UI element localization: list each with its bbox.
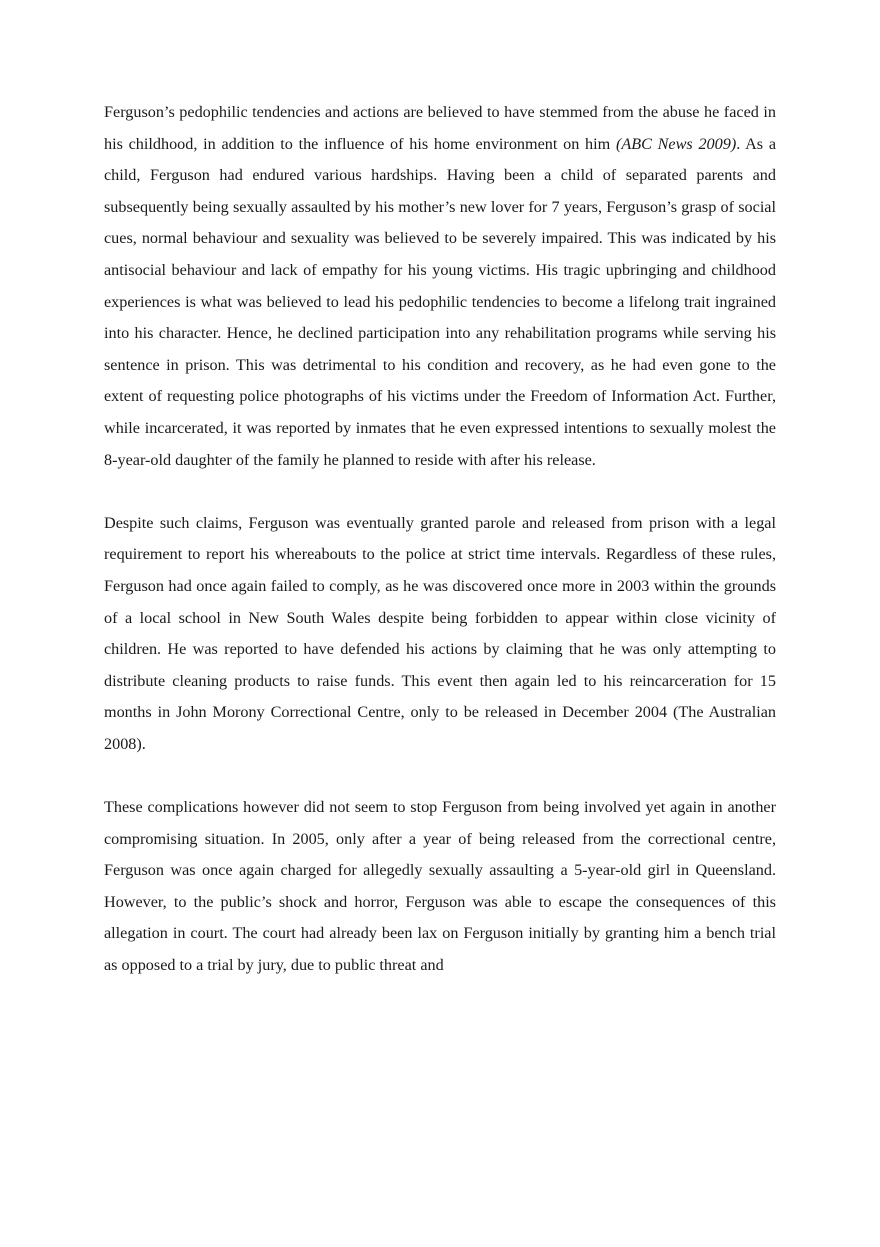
paragraph-1-text-before-citation: Ferguson’s pedophilic tendencies and actions are believed to have stemmed from the abuse he faced in his childhood, in addition to the influence of his home environment on him xyxy=(104,103,776,153)
paragraph-complications: These complications however did not seem to stop Ferguson from being involved yet again in another compromising situation. In 2005, only after a year of being released from the correctional centre, Ferguson was once again charged for allegedly sexually assaulting a 5-year-old girl in Queensland. However, to the public’s shock and horror, Ferguson was able to escape the consequences of this allegation in court. The court had already been lax on Ferguson initially by granting him a bench trial as opposed to a trial by jury, due to public threat and xyxy=(104,798,776,975)
citation-abc-news: (ABC News 2009) xyxy=(615,134,737,153)
paragraph-parole: Despite such claims, Ferguson was eventually granted parole and released from prison with a legal requirement to report his whereabouts to the police at strict time intervals. Regardless of these rules, Ferguson had once again failed to comply, as he was discovered once more in 2003 within the grounds of a local school in New South Wales despite being forbidden to appear within close vicinity of children. He was reported to have defended his actions by claiming that he was only attempting to distribute cleaning products to raise funds. This event then again led to his reincarceration for 15 months in John Morony Correctional Centre, only to be released in December 2004 (The Australian 2008). xyxy=(104,513,776,753)
body-text xyxy=(104,97,776,982)
paragraph-childhood xyxy=(104,97,776,476)
paragraph-1-text-after-citation: . As a child, Ferguson had endured various hardships. Having been a child of separated parents and subsequently being sexually assaulted by his mother’s new lover for 7 years, Ferguson’s grasp of social cues, normal behaviour and sexuality was believed to be severely impaired. This was indicated by his antisocial behaviour and lack of empathy for his young victims. His tragic upbringing and childhood experiences is what was believed to lead his pedophilic tendencies to become a lifelong trait ingrained into his character. Hence, he declined participation into any rehabilitation programs while serving his sentence in prison. This was detrimental to his condition and recovery, as he had even gone to the extent of requesting police photographs of his victims under the Freedom of Information Act. Further, while incarcerated, it was reported by inmates that he even expressed intentions to sexually molest the 8-year-old daughter of the family he planned to reside with after his release. xyxy=(104,134,777,469)
